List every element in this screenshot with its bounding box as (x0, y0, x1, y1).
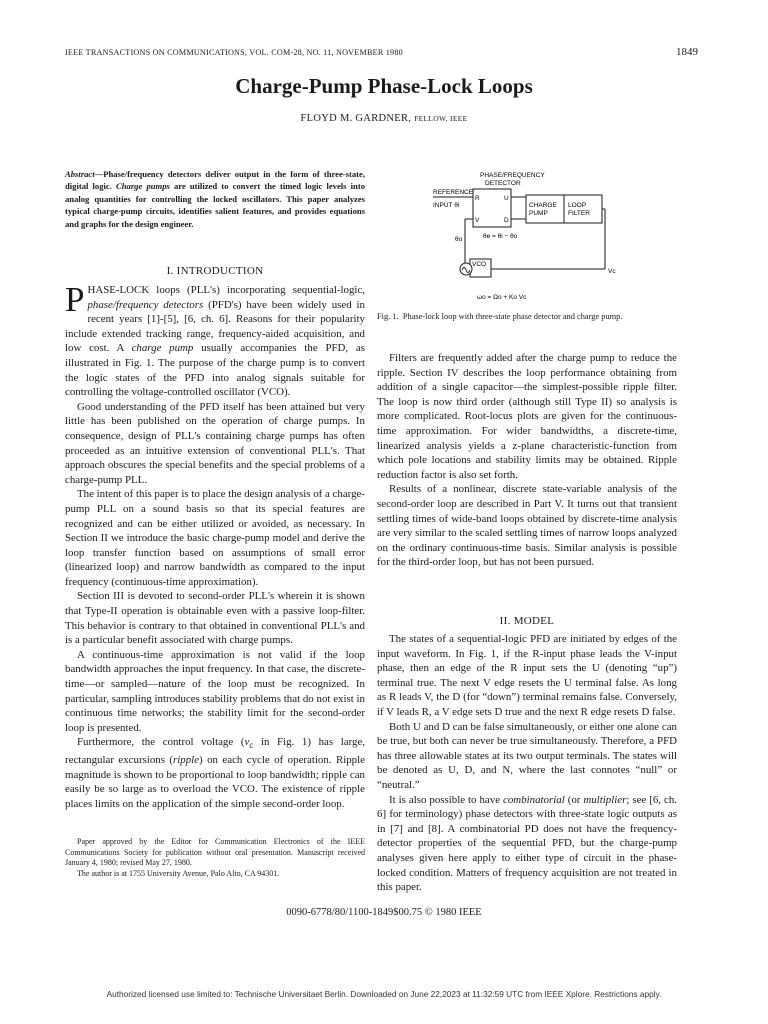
vco-equation: ωo = Ωo + Ko Vc (477, 294, 527, 301)
introduction-body (65, 280, 366, 812)
pfd-v-label: V (475, 217, 480, 224)
pll-block-diagram (425, 165, 665, 305)
authorized-use-notice: Authorized licensed use limited to: Technische Universitaet Berlin. Downloaded on June 22,2023 at 11:32:59 UTC from IEEE Xplore. Restrictions apply. (106, 989, 662, 999)
input-label: INPUT θi (433, 202, 460, 209)
figure-caption-text: Phase-lock loop with three-state phase detector and charge pump. (402, 312, 623, 321)
pfd-d-label: D (504, 217, 509, 224)
phase-error-label: θe = θi − θo (483, 233, 518, 240)
author-grade: FELLOW, IEEE (414, 114, 468, 123)
copyright-line: 0090-6778/80/1100-1849$00.75 © 1980 IEEE (286, 907, 482, 918)
intro-paragraph-1: PHASE-LOCK loops (PLL's) incorporating sequential-logic, phase/frequency detectors (PFD's) have been widely used in recent years [1]-[5], [6, ch. 6]. Reasons for their popularity include extended tracking range, frequency-aided acquisition, and low cost. A charge pump usually accompanies the PFD, as illustrated in Fig. 1. The purpose of the charge pump is to convert the logic states of the PFD into analog signals suitable for controlling the voltage-controlled oscillator (VCO). (65, 280, 365, 399)
intro-paragraph-5: A continuous-time approximation is not valid if the loop bandwidth approaches the input frequency. In that case, the discrete-time—or sampled—nature of the loop must be recognized. In particular, sampling introduces stability problems that do not exist in continuous time networks; the stability limit for the second-order loop is presented. (65, 648, 365, 734)
intro-paragraph-4: Section III is devoted to second-order PLL's wherein it is shown that Type-II operation is obtainable even with a passive loop-filter. This behavior is contrary to that obtained in conventional PLL's and is a particular benefit associated with charge pumps. (65, 590, 365, 647)
theta-o-label: θo (455, 236, 463, 243)
loop-filter-label-2: FILTER (568, 210, 590, 217)
intro-paragraph-2: Good understanding of the PFD itself has been attained but very little has been published on the operation of charge pumps. In consequence, design of PLL's containing charge pumps has often proceeded as an intuitive extension of conventional PLL's. That approach obscures the special benefits and the special problems of a charge-pump PLL. (65, 400, 365, 486)
section-heading-model: II. MODEL (499, 615, 555, 627)
pfd-u-label: U (504, 195, 509, 202)
figure-caption-label: Fig. 1. (377, 312, 399, 321)
loop-filter-label-1: LOOP (568, 202, 587, 209)
right-paragraph-2: Results of a nonlinear, discrete state-variable analysis of the second-order loop are described in Part V. It turns out that transient settling times of wide-band loops obtained by discrete-time analysis are very similar to the scaled settling times of narrow loops analyzed on the ordinary continuous-time basis. Similar analysis is possible for the third-order loop, but has not been pursued. (377, 483, 677, 569)
page-number: 1849 (676, 46, 698, 58)
vc-label: Vc (608, 268, 616, 275)
reference-label: REFERENCE (433, 189, 474, 196)
figure-caption (377, 311, 677, 322)
model-section-body (377, 632, 677, 895)
model-paragraph-2: Both U and D can be false simultaneously, or either one alone can be true, but both can never be true simultaneously. Therefore, a PFD has three allowable states at its two output terminals. The states will be denoted as U, D, and N, where the last connotes “null” or “neutral.” (377, 720, 677, 791)
vco-label: VCO (472, 261, 487, 268)
intro-paragraph-3: The intent of this paper is to place the design analysis of a charge-pump PLL on a sound basis so that its special features are recognized and can be either utilized or avoided, as necessary. In Section II we introduce the basic charge-pump model and derive the loop transfer function based on assumptions of small error (linearized loop) and narrow bandwidth as compared to the input frequency (continuous-time approximation). (65, 488, 366, 588)
abstract (65, 168, 365, 230)
right-paragraph-1: Filters are frequently added after the charge pump to reduce the ripple. Section IV describes the loop performance obtaining from addition of a single capacitor—the simplest-possible ripple filter. The loop is now third order (although still Type II) so analysis is more complicated. Root-locus plots are given for the continuous-time approximation. For wider bandwidths, a discrete-time, linearized analysis yields a z-plane characteristic-function from which pole locations and stability limits may be obtained. Ripple reduction factor is also set forth. (377, 352, 677, 481)
abstract-text-2: are utilized to convert the timed logic levels into analog quantities for controlling the locked oscillators. This paper analyzes typical charge-pump circuits, identifies salient features, and provides equations and graphs for the design engineer. (65, 181, 365, 229)
model-paragraph-1: The states of a sequential-logic PFD are initiated by edges of the input waveform. In Fig. 1, if the R-input phase leads the V-input phase, then an edge of the R input sets the U (denoting “up”) terminal true. The next V edge resets the U terminal false. As long as R leads V, the D (for “down”) terminal remains false. Conversely, if V leads R, a V edge sets D true and the next R edge resets D false. (377, 633, 677, 718)
pfd-label-line1: PHASE/FREQUENCY (480, 172, 545, 179)
paper-title: Charge-Pump Phase-Lock Loops (235, 74, 533, 98)
footnote-paragraph-2: The author is at 1755 University Avenue, Palo Alto, CA 94301. (77, 868, 280, 878)
loop-filter-block (564, 195, 602, 223)
charge-pump-label-2: PUMP (529, 210, 548, 217)
author-line (0, 113, 768, 124)
author-name: FLOYD M. GARDNER, (300, 113, 412, 124)
right-column-body (377, 351, 677, 570)
footnote-paragraph-1: Paper approved by the Editor for Communication Electronics of the IEEE Communications Society for publication without oral presentation. Manuscript received January 4, 1980; revised May 27, 1980. (65, 837, 365, 867)
journal-header: IEEE TRANSACTIONS ON COMMUNICATIONS, VOL. COM-28, NO. 11, NOVEMBER 1980 (65, 48, 403, 57)
charge-pump-block (526, 195, 564, 223)
abstract-label: Abstract (65, 169, 95, 179)
footnote (65, 837, 365, 879)
intro-paragraph-6: Furthermore, the control voltage ($v_c$ in Fig. 1) has large, rectangular excursions (ripple) on each cycle of operation. Ripple magnitude is shown to be proportional to loop bandwidth; ripple can easily be so large as to overload the VCO. The existence of ripple places limits on the application of the simple second-order loop. (65, 736, 365, 810)
model-paragraph-3: It is also possible to have combinatorial (or multiplier; see [6, ch. 6] for terminology) phase detectors with three-state logic outputs as in [7] and [8]. A combinatorial PD does not have the frequency-detector properties of the sequential PFD, but the charge-pump analyses given here apply to either type of circuit in the phase-locked condition. Matters of frequency acquisition are not treated in this paper. (377, 793, 677, 894)
abstract-emphasis: Charge pumps (116, 181, 170, 192)
abstract-text-1: —Phase/frequency detectors deliver output in the form of three-state, digital logic. (65, 169, 365, 192)
pfd-r-label: R (475, 195, 480, 202)
section-heading-introduction: I. INTRODUCTION (166, 265, 264, 277)
drop-cap: P (65, 280, 85, 319)
pfd-label-line2: DETECTOR (485, 180, 521, 187)
charge-pump-label-1: CHARGE (529, 202, 557, 209)
